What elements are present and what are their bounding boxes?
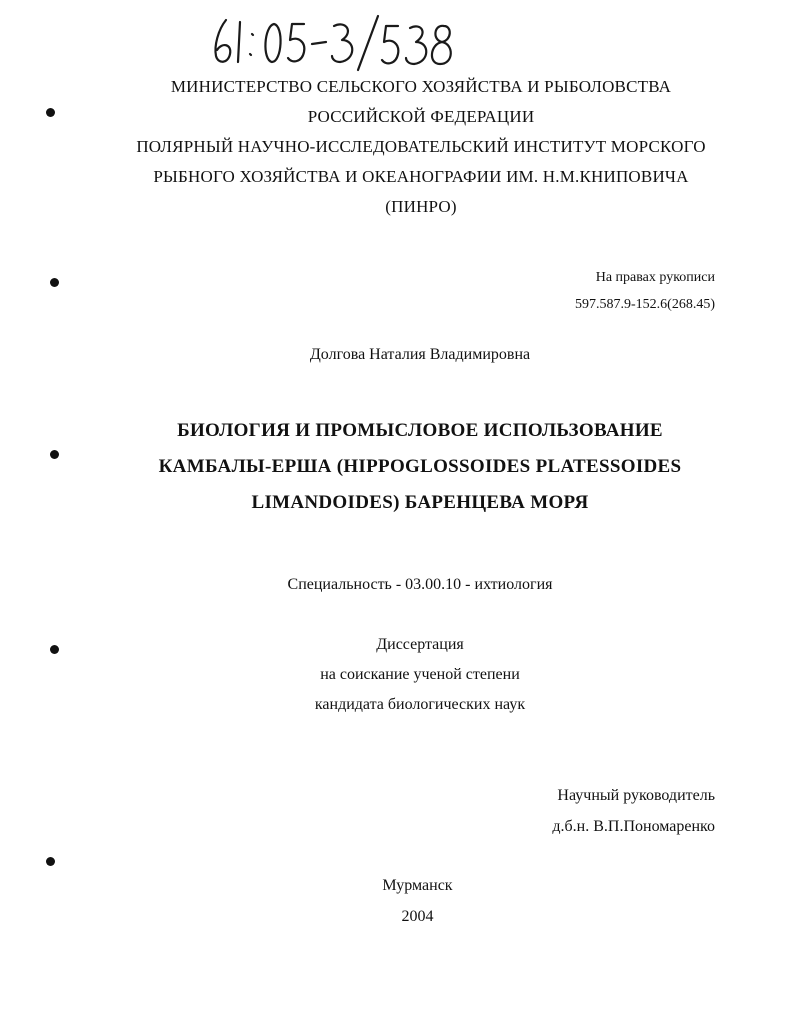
year: 2004 (401, 908, 434, 925)
supervisor-name: д.б.н. В.П.Пономаренко (552, 818, 715, 835)
degree-line-2: на соискание ученой степени (320, 666, 520, 683)
header-line-federation: РОССИЙСКОЙ ФЕДЕРАЦИИ (307, 107, 535, 126)
title-line-3: LIMANDOIDES) БАРЕНЦЕВА МОРЯ (251, 492, 589, 513)
title-line-2: КАМБАЛЫ-ЕРША (HIPPOGLOSSOIDES PLATESSOIDES (158, 456, 682, 477)
punch-hole-2 (50, 278, 59, 287)
city: Мурманск (382, 877, 453, 894)
header-line-institute: ПОЛЯРНЫЙ НАУЧНО-ИССЛЕДОВАТЕЛЬСКИЙ ИНСТИТУТ МОРСКОГО (136, 137, 706, 156)
author-name: Долгова Наталия Владимировна (309, 346, 531, 363)
manuscript-rights-label: На правах рукописи (595, 270, 715, 285)
header-line-institute-cont: РЫБНОГО ХОЗЯЙСТВА И ОКЕАНОГРАФИИ ИМ. Н.М.КНИПОВИЧА (153, 167, 689, 186)
handwritten-archive-number (208, 12, 458, 72)
manuscript-rights-block (575, 264, 715, 318)
header-line-ministry: МИНИСТЕРСТВО СЕЛЬСКОГО ХОЗЯЙСТВА И РЫБОЛОВСТВА (170, 77, 672, 96)
degree-block (0, 630, 795, 720)
institution-header (0, 72, 795, 222)
specialty-line: Специальность - 03.00.10 - ихтиология (287, 576, 553, 593)
place-and-year (0, 870, 795, 932)
header-line-abbrev: (ПИНРО) (385, 197, 457, 216)
supervisor-block (552, 780, 715, 842)
supervisor-label: Научный руководитель (557, 787, 715, 804)
degree-line-1: Диссертация (376, 636, 464, 653)
title-line-1: БИОЛОГИЯ И ПРОМЫСЛОВОЕ ИСПОЛЬЗОВАНИЕ (177, 420, 663, 441)
degree-line-3: кандидата биологических наук (314, 696, 526, 713)
udc-code: 597.587.9-152.6(268.45) (575, 297, 715, 312)
punch-hole-5 (46, 857, 55, 866)
dissertation-title (0, 413, 795, 521)
